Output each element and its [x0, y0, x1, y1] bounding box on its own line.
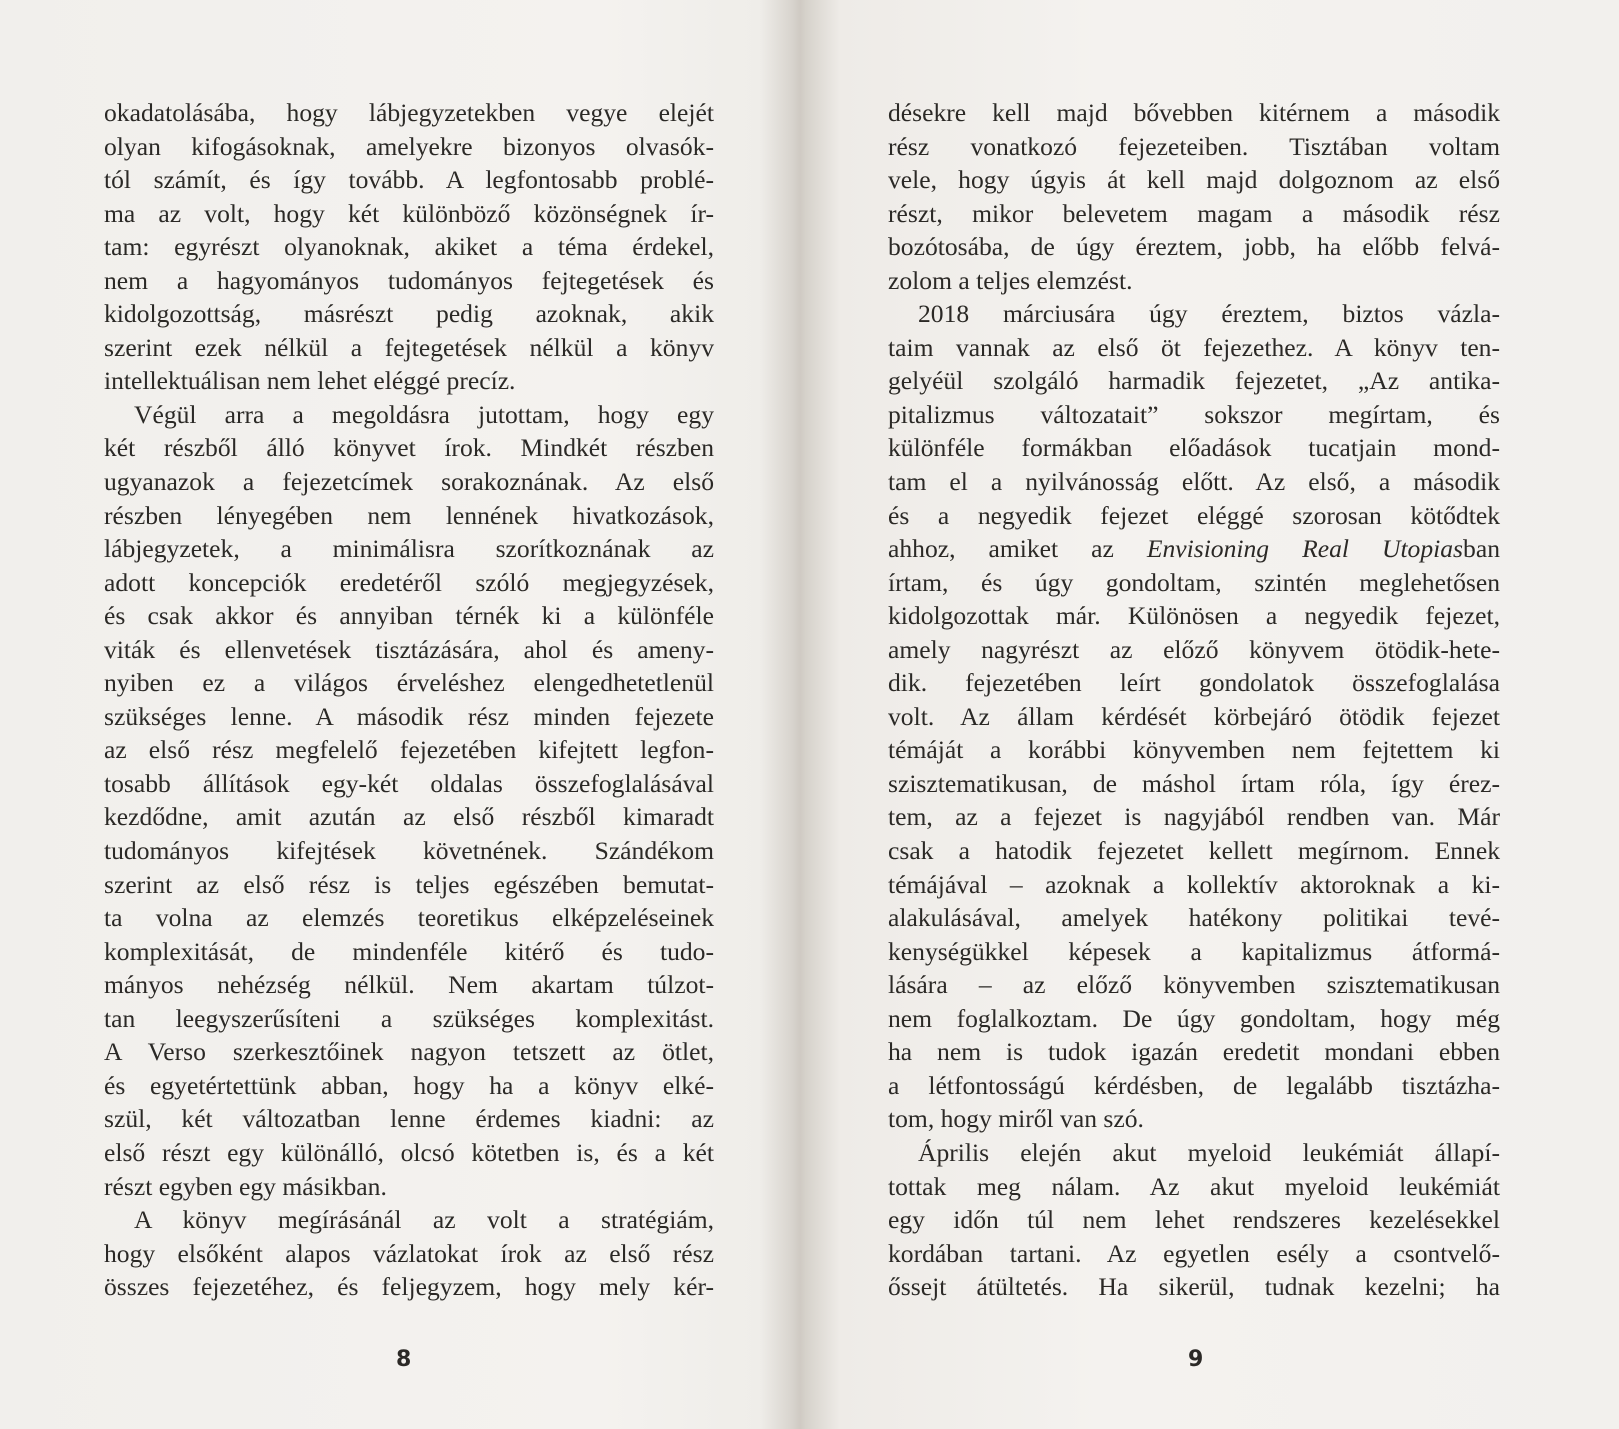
paragraph-first-line: A könyv megírásánál az volt a stratégiám, — [134, 1205, 714, 1235]
text-line: kenységükkel képesek a kapitalizmus átformá- — [888, 936, 1500, 966]
text-line: intellektuálisan nem lehet eléggé precíz. — [104, 366, 516, 396]
text-line: alakulásával, amelyek hatékony politikai tevé- — [888, 903, 1500, 933]
text-line: témájával – azoknak a kollektív aktoroknak a ki- — [888, 869, 1500, 899]
text-line: viták és ellenvetések tisztázására, ahol és ameny- — [104, 634, 714, 664]
text-line: tom, hogy miről van szó. — [888, 1104, 1144, 1134]
text-line: volt. Az állam kérdését körbejáró ötödik fejezet — [888, 701, 1500, 731]
text-line: tosabb állítások egy-két oldalas összefoglalásával — [104, 768, 714, 798]
text-line: lábjegyzetek, a minimálisra szorítkoznának az — [104, 534, 714, 564]
text-line: ta volna az elemzés teoretikus elképzeléseinek — [104, 903, 714, 933]
text-line: mányos nehézség nélkül. Nem akartam túlzot- — [104, 970, 714, 1000]
text-line: csak a hatodik fejezetet kellett megírnom. Ennek — [888, 836, 1500, 866]
text-fragment: ban — [1463, 534, 1500, 564]
book-title: Envisioning Real Utopias — [1146, 534, 1464, 564]
text-line: A Verso szerkesztőinek nagyon tetszett az ötlet, — [104, 1037, 714, 1067]
paragraph-first-line: Április elején akut myeloid leukémiát állapí- — [918, 1137, 1500, 1167]
page-number: 8 — [396, 1347, 412, 1372]
text-line: tan leegyszerűsíteni a szükséges komplexitást. — [104, 1003, 714, 1033]
text-line: hogy elsőként alapos vázlatokat írok az első rész — [104, 1238, 714, 1268]
text-line: ma az volt, hogy két különböző közönségnek ír- — [104, 198, 714, 228]
right-page-text — [888, 96, 1500, 1304]
text-line: szisztematikusan, de máshol írtam róla, így érez- — [888, 768, 1500, 798]
right-page — [800, 0, 1619, 1429]
text-line: kezdődne, amit azután az első részből kimaradt — [104, 802, 714, 832]
text-line: nem a hagyományos tudományos fejtegetések és — [104, 265, 714, 295]
text-line: szerint ezek nélkül a fejtegetések nélkül a könyv — [104, 332, 714, 362]
text-line: okadatolásába, hogy lábjegyzetekben vegye elejét — [104, 98, 714, 127]
text-line: a létfontosságú kérdésben, de legalább tisztázha- — [888, 1070, 1500, 1100]
left-page-text — [104, 96, 714, 1304]
text-fragment: ahhoz, amiket az — [888, 534, 1147, 564]
text-line: taim vannak az első öt fejezethez. A könyv ten- — [888, 332, 1500, 362]
text-line: és egyetértettünk abban, hogy ha a könyv elké- — [104, 1070, 714, 1100]
page-number: 9 — [1188, 1347, 1204, 1372]
text-line: kordában tartani. Az egyetlen esély a csontvelő- — [888, 1238, 1500, 1268]
text-line: tudományos kifejtések követnének. Szándékom — [104, 836, 714, 866]
text-line: részben lényegében nem lennének hivatkozások, — [104, 500, 714, 530]
paragraph-first-line: Végül arra a megoldásra jutottam, hogy egy — [134, 399, 714, 429]
text-line: tottak meg nálam. Az akut myeloid leukémiát — [888, 1171, 1500, 1201]
text-line: ha nem is tudok igazán eredetit mondani ebben — [888, 1037, 1500, 1067]
text-line: désekre kell majd bővebben kitérnem a második — [888, 98, 1500, 127]
text-line: gelyéül szolgáló harmadik fejezetet, „Az antika- — [888, 366, 1500, 396]
text-line: és a negyedik fejezet eléggé szorosan kötődtek — [888, 500, 1500, 530]
text-line: őssejt átültetés. Ha sikerül, tudnak kezelni; ha — [888, 1272, 1500, 1302]
text-line: egy időn túl nem lehet rendszeres kezelésekkel — [888, 1205, 1500, 1235]
text-line: komplexitását, de mindenféle kitérő és tudo- — [104, 936, 714, 966]
text-line-with-title — [888, 532, 1500, 566]
text-line: nyiben ez a világos érveléshez elengedhetetlenül — [104, 668, 714, 698]
text-line: lására – az előző könyvemben szisztematikusan — [888, 970, 1500, 1000]
text-line: tól számít, és így tovább. A legfontosabb problé- — [104, 165, 714, 195]
text-line: tam: egyrészt olyanoknak, akiket a téma érdekel, — [104, 232, 714, 262]
text-line: vele, hogy úgyis át kell majd dolgoznom az első — [888, 165, 1500, 195]
text-line: részt, mikor belevetem magam a második rész — [888, 198, 1500, 228]
text-line: és csak akkor és annyiban térnék ki a különféle — [104, 601, 714, 631]
text-line: nem foglalkoztam. De úgy gondoltam, hogy még — [888, 1003, 1500, 1033]
text-line: ugyanazok a fejezetcímek sorakoznának. Az első — [104, 467, 714, 497]
text-line: rész vonatkozó fejezeteiben. Tisztában voltam — [888, 131, 1500, 161]
text-line: adott koncepciók eredetéről szóló megjegyzések, — [104, 567, 714, 597]
text-line: írtam, és úgy gondoltam, szintén meglehetősen — [888, 567, 1500, 597]
text-line: tem, az a fejezet is nagyjából rendben van. Már — [888, 802, 1500, 832]
text-line: részt egyben egy másikban. — [104, 1171, 387, 1201]
text-line: tam el a nyilvánosság előtt. Az első, a második — [888, 467, 1500, 497]
text-line: összes fejezetéhez, és feljegyzem, hogy mely kér- — [104, 1272, 714, 1302]
text-line: szerint az első rész is teljes egészében bemutat- — [104, 869, 714, 899]
text-line: két részből álló könyvet írok. Mindkét részben — [104, 433, 714, 463]
text-line: dik. fejezetében leírt gondolatok összefoglalása — [888, 668, 1500, 698]
text-line: első részt egy különálló, olcsó kötetben is, és a két — [104, 1137, 714, 1167]
text-line: amely nagyrészt az előző könyvem ötödik-hete- — [888, 634, 1500, 664]
text-line: az első rész megfelelő fejezetében kifejtett legfon- — [104, 735, 714, 765]
text-line: témáját a korábbi könyvemben nem fejtettem ki — [888, 735, 1500, 765]
text-line: bozótosába, de úgy éreztem, jobb, ha előbb felvá- — [888, 232, 1500, 262]
left-page — [0, 0, 800, 1429]
paragraph-first-line: 2018 márciusára úgy éreztem, biztos vázla- — [918, 299, 1500, 329]
text-line: különféle formákban előadások tucatjain mond- — [888, 433, 1500, 463]
text-line: szükséges lenne. A második rész minden fejezete — [104, 701, 714, 731]
text-line: olyan kifogásoknak, amelyekre bizonyos olvasók- — [104, 131, 714, 161]
text-line: szül, két változatban lenne érdemes kiadni: az — [104, 1104, 714, 1134]
text-line: pitalizmus változatait” sokszor megírtam, és — [888, 399, 1500, 429]
text-line: kidolgozottság, másrészt pedig azoknak, akik — [104, 299, 714, 329]
text-line: kidolgozottak már. Különösen a negyedik fejezet, — [888, 601, 1500, 631]
text-line: zolom a teljes elemzést. — [888, 265, 1133, 295]
